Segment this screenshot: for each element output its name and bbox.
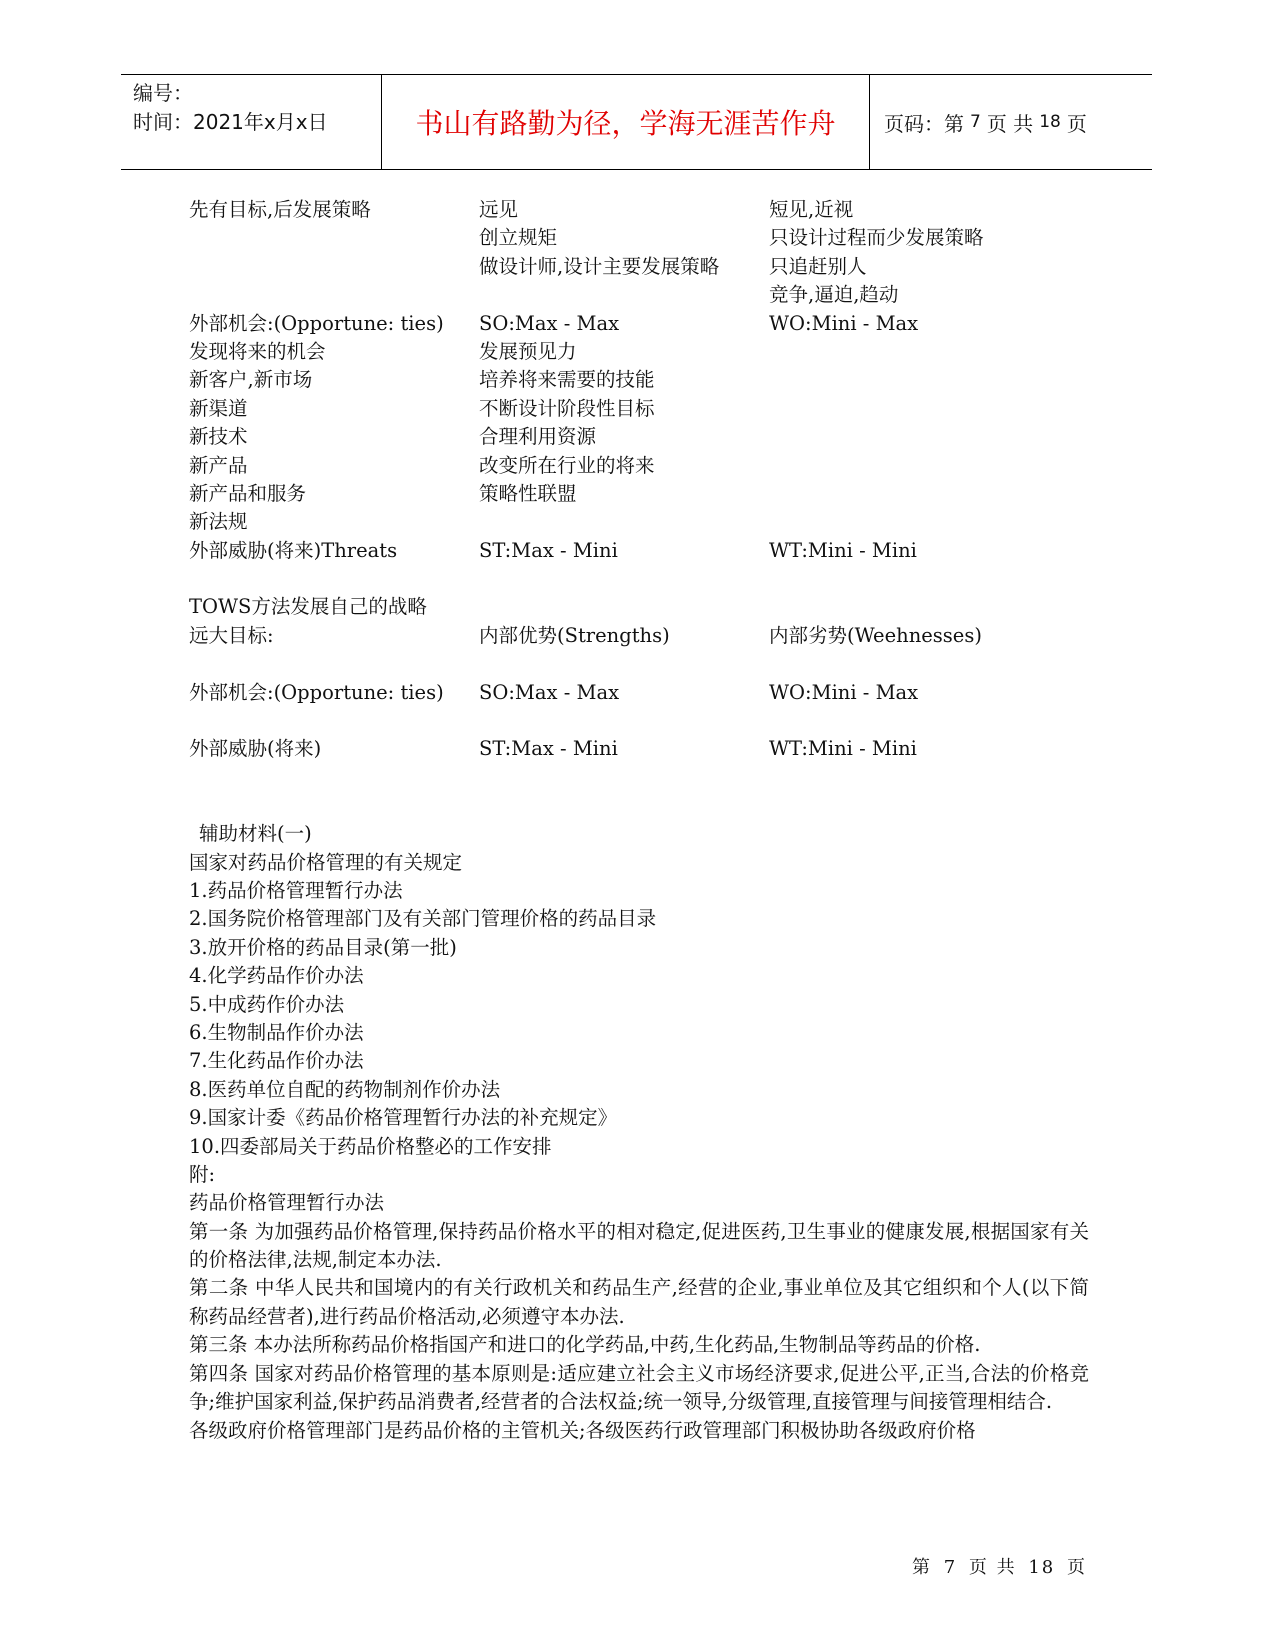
matrix-cell: 改变所在行业的将来: [479, 453, 655, 477]
spacer: [189, 650, 1089, 678]
matrix-row: [189, 366, 1089, 394]
footer-total: 18: [1028, 1557, 1056, 1578]
header-motto: 书山有路勤为径，学海无涯苦作舟: [415, 107, 836, 140]
article-paragraph: 第三条 本办法所称药品价格指国产和进口的化学药品,中药,生化药品,生物制品等药品的价格.: [189, 1333, 981, 1357]
matrix-row: [189, 395, 1089, 423]
tows-title: [189, 593, 1089, 621]
matrix-cell: 远见: [479, 198, 519, 221]
list-item: 10.四委部局关于药品价格整必的工作安排: [189, 1134, 552, 1158]
matrix-row: [189, 480, 1089, 508]
matrix-cell: ST:Max - Mini: [479, 737, 618, 761]
matrix-cell: 只设计过程而少发展策略: [769, 226, 984, 250]
footer-suffix: 页: [1067, 1557, 1087, 1578]
list-item: 6.生物制品作价办法: [189, 1020, 364, 1044]
matrix-cell: 先有目标,后发展策略: [189, 198, 371, 221]
list-item: 5.中成药作价办法: [189, 992, 345, 1016]
matrix-cell: 培养将来需要的技能: [479, 368, 655, 392]
article-paragraph: 第四条 国家对药品价格管理的基本原则是:适应建立社会主义市场经济要求,促进公平,正当,合法的价格竞争;维护国家利益,保护药品消费者,经营者的合法权益;统一领导,分级管理,直接管理与间接管理相结合.: [189, 1361, 1089, 1414]
matrix-row: [189, 338, 1089, 366]
page-mid: 页 共: [986, 111, 1034, 136]
matrix-row: [189, 508, 1089, 536]
header-page-number: [884, 75, 1087, 169]
tows-row-threat: [189, 735, 1089, 763]
list-item: 1.药品价格管理暂行办法: [189, 878, 403, 902]
header-divider: [869, 75, 870, 169]
aux-title: 辅助材料(一): [199, 822, 312, 846]
matrix-row: [189, 196, 1089, 224]
matrix-cell: 新产品和服务: [189, 481, 307, 505]
matrix-cell: ST:Max - Mini: [479, 538, 618, 562]
matrix-cell: SO:Max - Max: [479, 311, 620, 335]
matrix-cell: WO:Mini - Max: [769, 680, 919, 704]
number-label: 编号：: [133, 81, 193, 105]
doc-title: 药品价格管理暂行办法: [189, 1191, 385, 1215]
strategy-matrix: [189, 196, 1089, 565]
footer-mid: 页 共: [968, 1557, 1017, 1578]
matrix-cell: 外部威胁(将来)Threats: [189, 538, 398, 562]
footer-current: 7: [943, 1557, 958, 1578]
tows-section: [189, 593, 1089, 763]
matrix-cell: 创立规矩: [479, 226, 558, 250]
time-label: 时间：2021年x月x日: [133, 110, 328, 134]
list-item: 3.放开价格的药品目录(第一批): [189, 935, 457, 959]
article-paragraph: 第二条 中华人民共和国境内的有关行政机关和药品生产,经营的企业,事业单位及其它组织和个人(以下简称药品经营者),进行药品价格活动,必须遵守本办法.: [189, 1276, 1089, 1328]
page-header: [121, 74, 1152, 170]
list-item: 7.生化药品作价办法: [189, 1049, 364, 1073]
header-meta: [133, 79, 328, 137]
matrix-row: [189, 224, 1089, 252]
matrix-cell: 合理利用资源: [479, 425, 597, 449]
matrix-row: [189, 253, 1089, 281]
spacer: [189, 764, 1089, 792]
appendix-label: 附:: [189, 1162, 216, 1186]
tows-title-text: TOWS方法发展自己的战略: [189, 595, 427, 619]
matrix-cell: 新法规: [189, 510, 248, 534]
matrix-cell: 发展预见力: [479, 339, 577, 363]
matrix-cell: 外部机会:(Opportune: ties): [189, 680, 444, 704]
page-current: 7: [970, 112, 981, 132]
aux-materials: [189, 820, 1089, 1445]
spacer: [189, 792, 1089, 820]
matrix-cell: 只追赶别人: [769, 254, 867, 278]
matrix-cell: 新技术: [189, 425, 248, 449]
matrix-cell: 新产品: [189, 453, 248, 477]
list-item: 2.国务院价格管理部门及有关部门管理价格的药品目录: [189, 907, 657, 931]
matrix-cell: SO:Max - Max: [479, 680, 620, 704]
list-item: 9.国家计委《药品价格管理暂行办法的补充规定》: [189, 1106, 618, 1130]
footer-prefix: 第: [911, 1557, 932, 1578]
matrix-cell: WT:Mini - Mini: [769, 538, 917, 562]
list-item: 4.化学药品作价办法: [189, 964, 364, 988]
article-paragraph: 各级政府价格管理部门是药品价格的主管机关;各级医药行政管理部门积极协助各级政府价格: [189, 1418, 976, 1442]
article-paragraph: 第一条 为加强药品价格管理,保持药品价格水平的相对稳定,促进医药,卫生事业的健康发展,根据国家有关的价格法律,法规,制定本办法.: [189, 1219, 1089, 1272]
document-body: [189, 196, 1089, 1445]
tows-row-goal: [189, 622, 1089, 650]
page-prefix: 页码：第: [884, 111, 964, 136]
matrix-cell: 外部威胁(将来): [189, 737, 322, 761]
matrix-cell: 竞争,逼迫,趋动: [769, 283, 899, 307]
matrix-row: [189, 310, 1089, 338]
matrix-cell: 新渠道: [189, 396, 248, 420]
spacer: [189, 565, 1089, 593]
matrix-cell: WT:Mini - Mini: [769, 737, 917, 761]
matrix-cell: 远大目标:: [189, 623, 274, 647]
matrix-row: [189, 423, 1089, 451]
page-total: 18: [1039, 112, 1061, 132]
matrix-cell: 内部劣势(Weehnesses): [769, 623, 982, 647]
matrix-row: [189, 537, 1089, 565]
matrix-cell: 外部机会:(Opportune: ties): [189, 311, 444, 335]
matrix-cell: 短见,近视: [769, 198, 854, 221]
matrix-cell: 做设计师,设计主要发展策略: [479, 254, 720, 278]
matrix-cell: 新客户,新市场: [189, 368, 313, 392]
matrix-cell: 策略性联盟: [479, 481, 577, 505]
matrix-row: [189, 452, 1089, 480]
list-item: 8.医药单位自配的药物制剂作价办法: [189, 1077, 501, 1101]
tows-row-opportunity: [189, 679, 1089, 707]
spacer: [189, 707, 1089, 735]
matrix-cell: 发现将来的机会: [189, 339, 326, 363]
page-footer: [910, 1553, 1089, 1579]
page-suffix: 页: [1066, 111, 1087, 136]
matrix-row: [189, 281, 1089, 309]
matrix-cell: 不断设计阶段性目标: [479, 396, 655, 420]
matrix-cell: 内部优势(Strengths): [479, 623, 670, 647]
matrix-cell: WO:Mini - Max: [769, 311, 919, 335]
aux-subtitle: 国家对药品价格管理的有关规定: [189, 850, 463, 874]
